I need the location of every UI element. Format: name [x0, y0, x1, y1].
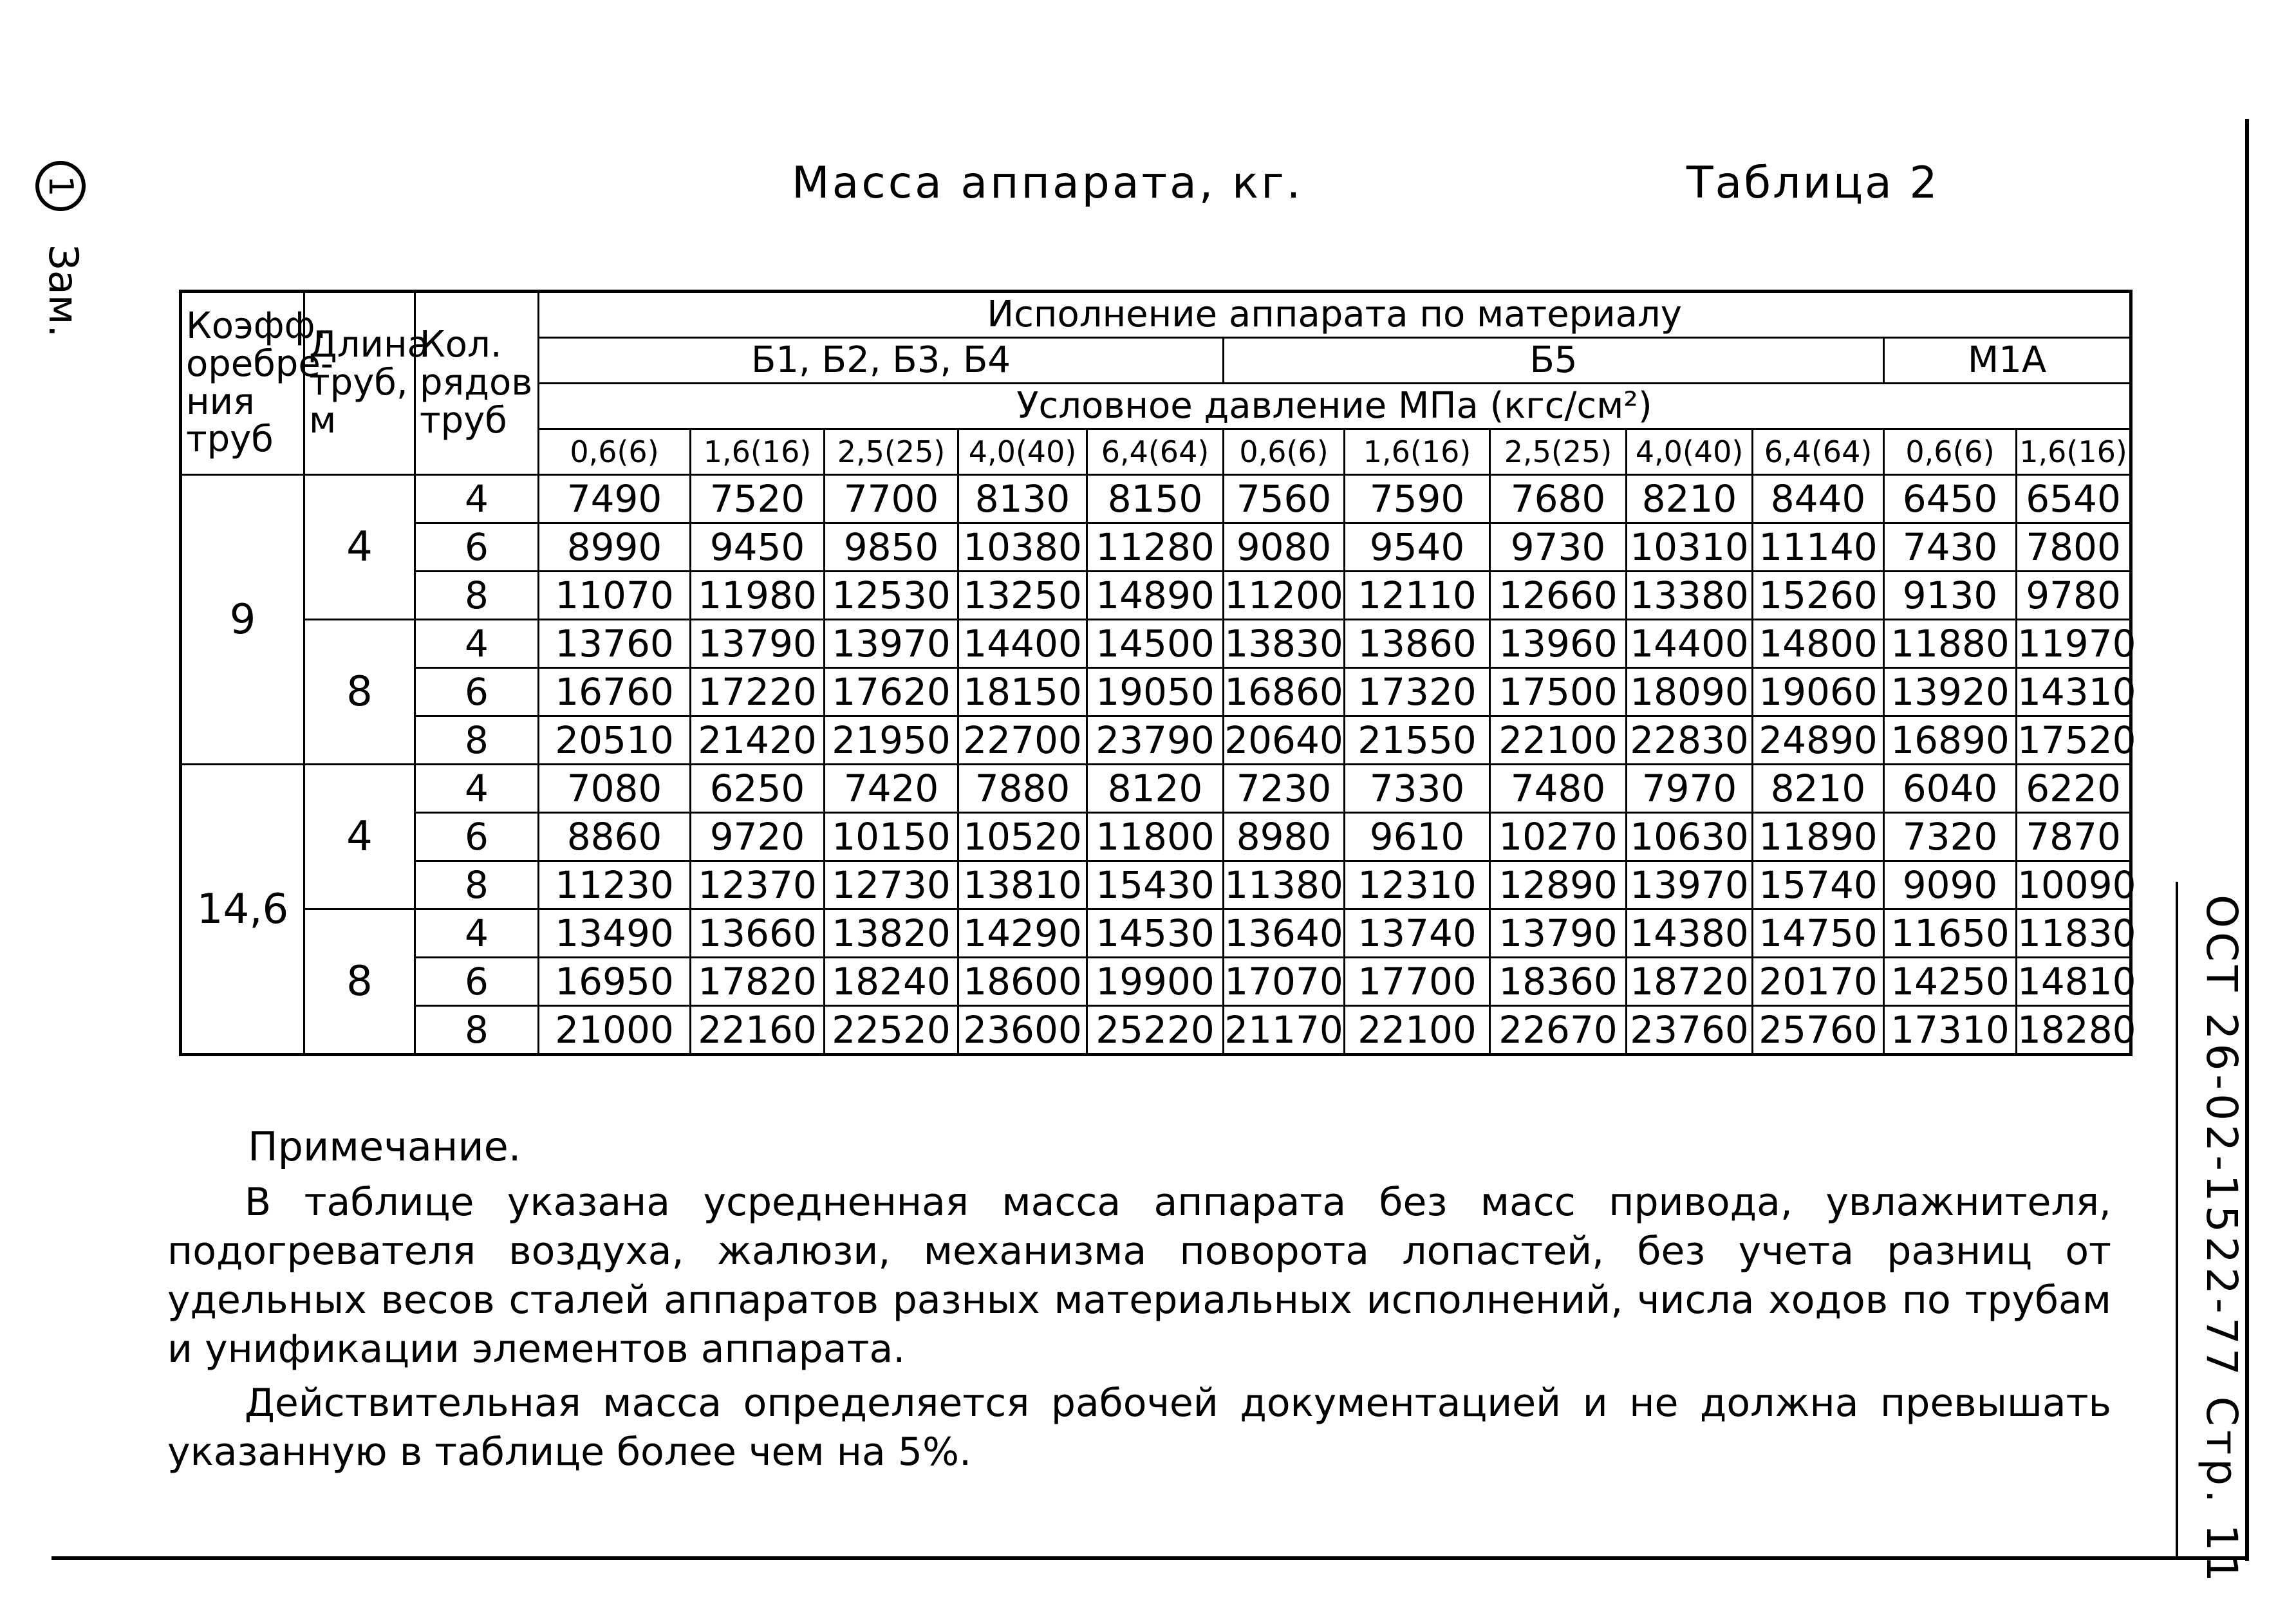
mass-cell: 7800 [2017, 523, 2131, 572]
mass-cell: 8210 [1753, 765, 1884, 813]
mass-cell: 14380 [1627, 909, 1753, 958]
table-row [181, 475, 2131, 523]
mass-cell: 18360 [1490, 958, 1627, 1006]
mass-cell: 20170 [1753, 958, 1884, 1006]
mass-cell: 8860 [539, 813, 691, 861]
mass-cell: 20510 [539, 716, 691, 765]
mass-cell: 22520 [825, 1006, 958, 1055]
mass-cell: 9850 [825, 523, 958, 572]
mass-cell: 13790 [691, 620, 825, 668]
mass-cell: 24890 [1753, 716, 1884, 765]
mass-cell: 18600 [958, 958, 1087, 1006]
mass-cell: 9720 [691, 813, 825, 861]
mass-cell: 18280 [2017, 1006, 2131, 1055]
table-row [181, 813, 2131, 861]
mass-cell: 11380 [1224, 861, 1345, 909]
note-paragraph: В таблице указана усредненная масса аппарата без масс привода, увлажнителя, подогревателя воздуха, жалюзи, механизма поворота лопастей, без учета разниц от удельных весов сталей аппаратов разных материальных исполнений, числа ходов по трубам и унификации элементов аппарата. [167, 1180, 2111, 1372]
header-material-m1a: М1А [1884, 338, 2131, 384]
mass-cell: 14310 [2017, 668, 2131, 716]
mass-cell: 13660 [691, 909, 825, 958]
mass-cell: 14800 [1753, 620, 1884, 668]
mass-cell: 13380 [1627, 572, 1753, 620]
mass-cell: 13860 [1345, 620, 1490, 668]
mass-cell: 23760 [1627, 1006, 1753, 1055]
mass-cell: 17620 [825, 668, 958, 716]
header-pressure: Условное давление МПа (кгс/см²) [539, 384, 2131, 429]
coefficient-cell: 9 [181, 475, 304, 765]
mass-cell: 12530 [825, 572, 958, 620]
mass-cell: 10270 [1490, 813, 1627, 861]
mass-cell: 12110 [1345, 572, 1490, 620]
rows-count-cell: 6 [415, 958, 539, 1006]
mass-cell: 17700 [1345, 958, 1490, 1006]
mass-cell: 13490 [539, 909, 691, 958]
mass-cell: 6450 [1884, 475, 2017, 523]
mass-cell: 14290 [958, 909, 1087, 958]
header-material-b1-b4: Б1, Б2, Б3, Б4 [539, 338, 1224, 384]
mass-cell: 7520 [691, 475, 825, 523]
mass-cell: 25220 [1087, 1006, 1224, 1055]
note-body [167, 1178, 2111, 1482]
mass-cell: 13810 [958, 861, 1087, 909]
mass-cell: 6540 [2017, 475, 2131, 523]
mass-cell: 6250 [691, 765, 825, 813]
mass-cell: 22100 [1490, 716, 1627, 765]
mass-cell: 19050 [1087, 668, 1224, 716]
mass-cell: 8440 [1753, 475, 1884, 523]
mass-cell: 22160 [691, 1006, 825, 1055]
change-number: 1 [35, 161, 86, 211]
mass-cell: 11140 [1753, 523, 1884, 572]
table-row [181, 861, 2131, 909]
change-label: Зам. [40, 245, 87, 338]
mass-cell: 13250 [958, 572, 1087, 620]
mass-cell: 21000 [539, 1006, 691, 1055]
coefficient-cell: 14,6 [181, 765, 304, 1055]
rows-count-cell: 4 [415, 765, 539, 813]
pressure-cell: 0,6(6) [1884, 429, 2017, 475]
mass-cell: 11650 [1884, 909, 2017, 958]
mass-cell: 13960 [1490, 620, 1627, 668]
table-row [181, 523, 2131, 572]
mass-cell: 19060 [1753, 668, 1884, 716]
table-row [181, 909, 2131, 958]
mass-cell: 21170 [1224, 1006, 1345, 1055]
pressure-cell: 1,6(16) [2017, 429, 2131, 475]
rows-count-cell: 4 [415, 475, 539, 523]
mass-cell: 11880 [1884, 620, 2017, 668]
mass-cell: 21550 [1345, 716, 1490, 765]
mass-cell: 7420 [825, 765, 958, 813]
pressure-cell: 0,6(6) [539, 429, 691, 475]
mass-cell: 9540 [1345, 523, 1490, 572]
mass-cell: 9130 [1884, 572, 2017, 620]
mass-cell: 11070 [539, 572, 691, 620]
mass-cell: 11230 [539, 861, 691, 909]
table-row [181, 716, 2131, 765]
mass-cell: 19900 [1087, 958, 1224, 1006]
mass-cell: 15740 [1753, 861, 1884, 909]
mass-cell: 8120 [1087, 765, 1224, 813]
mass-table [179, 290, 2136, 1056]
stamp-divider [2176, 882, 2178, 1558]
mass-cell: 7680 [1490, 475, 1627, 523]
mass-cell: 15260 [1753, 572, 1884, 620]
mass-cell: 11830 [2017, 909, 2131, 958]
pressure-cell: 2,5(25) [1490, 429, 1627, 475]
mass-cell: 7230 [1224, 765, 1345, 813]
length-cell: 4 [304, 475, 415, 620]
mass-cell: 21420 [691, 716, 825, 765]
mass-cell: 18240 [825, 958, 958, 1006]
mass-cell: 6220 [2017, 765, 2131, 813]
mass-cell: 10630 [1627, 813, 1753, 861]
mass-cell: 13920 [1884, 668, 2017, 716]
mass-cell: 10310 [1627, 523, 1753, 572]
mass-cell: 6040 [1884, 765, 2017, 813]
header-length: Длина труб, м [304, 292, 415, 475]
mass-cell: 9780 [2017, 572, 2131, 620]
mass-cell: 14250 [1884, 958, 2017, 1006]
mass-cell: 25760 [1753, 1006, 1884, 1055]
rows-count-cell: 8 [415, 1006, 539, 1055]
mass-cell: 20640 [1224, 716, 1345, 765]
mass-cell: 11890 [1753, 813, 1884, 861]
mass-cell: 11200 [1224, 572, 1345, 620]
rows-count-cell: 4 [415, 620, 539, 668]
mass-cell: 8990 [539, 523, 691, 572]
mass-cell: 7430 [1884, 523, 2017, 572]
table-row [181, 1006, 2131, 1055]
mass-cell: 11980 [691, 572, 825, 620]
mass-cell: 7700 [825, 475, 958, 523]
note-paragraph: Действительная масса определяется рабочей документацией и не должна превышать указанную в таблице более чем на 5%. [167, 1381, 2111, 1475]
change-mark [35, 161, 87, 338]
mass-cell: 7970 [1627, 765, 1753, 813]
mass-cell: 12730 [825, 861, 958, 909]
mass-cell: 22830 [1627, 716, 1753, 765]
mass-cell: 17310 [1884, 1006, 2017, 1055]
mass-cell: 21950 [825, 716, 958, 765]
mass-cell: 17500 [1490, 668, 1627, 716]
mass-cell: 17220 [691, 668, 825, 716]
mass-cell: 13790 [1490, 909, 1627, 958]
mass-cell: 11800 [1087, 813, 1224, 861]
pressure-cell: 6,4(64) [1087, 429, 1224, 475]
mass-cell: 10150 [825, 813, 958, 861]
mass-cell: 14750 [1753, 909, 1884, 958]
mass-cell: 16860 [1224, 668, 1345, 716]
mass-cell: 22100 [1345, 1006, 1490, 1055]
pressure-cell: 1,6(16) [1345, 429, 1490, 475]
mass-cell: 7480 [1490, 765, 1627, 813]
mass-cell: 11970 [2017, 620, 2131, 668]
length-cell: 8 [304, 620, 415, 765]
table-row [181, 765, 2131, 813]
mass-cell: 9090 [1884, 861, 2017, 909]
mass-cell: 13760 [539, 620, 691, 668]
mass-cell: 16950 [539, 958, 691, 1006]
mass-cell: 12890 [1490, 861, 1627, 909]
pressure-cell: 4,0(40) [1627, 429, 1753, 475]
mass-cell: 7590 [1345, 475, 1490, 523]
length-cell: 8 [304, 909, 415, 1055]
document-code: ОСТ 26-02-1522-77 Стр. 11 [2197, 895, 2246, 1587]
rows-count-cell: 6 [415, 813, 539, 861]
pressure-cell: 4,0(40) [958, 429, 1087, 475]
mass-cell: 7870 [2017, 813, 2131, 861]
mass-cell: 7330 [1345, 765, 1490, 813]
mass-cell: 9730 [1490, 523, 1627, 572]
mass-cell: 17520 [2017, 716, 2131, 765]
mass-cell: 14400 [958, 620, 1087, 668]
mass-cell: 14890 [1087, 572, 1224, 620]
length-cell: 4 [304, 765, 415, 909]
mass-cell: 9450 [691, 523, 825, 572]
mass-cell: 10520 [958, 813, 1087, 861]
mass-cell: 9610 [1345, 813, 1490, 861]
mass-cell: 12370 [691, 861, 825, 909]
table-body [181, 475, 2136, 1055]
pressure-cell: 6,4(64) [1753, 429, 1884, 475]
mass-cell: 13830 [1224, 620, 1345, 668]
mass-cell: 8130 [958, 475, 1087, 523]
mass-cell: 10380 [958, 523, 1087, 572]
mass-cell: 23790 [1087, 716, 1224, 765]
mass-cell: 12660 [1490, 572, 1627, 620]
mass-cell: 7320 [1884, 813, 2017, 861]
mass-cell: 10090 [2017, 861, 2131, 909]
mass-cell: 17070 [1224, 958, 1345, 1006]
mass-cell: 13820 [825, 909, 958, 958]
mass-cell: 17820 [691, 958, 825, 1006]
table-row [181, 958, 2131, 1006]
rows-count-cell: 4 [415, 909, 539, 958]
note-title: Примечание. [248, 1123, 521, 1170]
header-coefficient: Коэфф. оребре- ния труб [181, 292, 304, 475]
header-material-b5: Б5 [1224, 338, 1884, 384]
mass-cell: 14810 [2017, 958, 2131, 1006]
mass-cell: 22670 [1490, 1006, 1627, 1055]
mass-cell: 8150 [1087, 475, 1224, 523]
mass-cell: 8210 [1627, 475, 1753, 523]
pressure-cell: 1,6(16) [691, 429, 825, 475]
mass-cell: 11280 [1087, 523, 1224, 572]
mass-cell: 17320 [1345, 668, 1490, 716]
mass-cell: 15430 [1087, 861, 1224, 909]
mass-cell: 22700 [958, 716, 1087, 765]
table-row [181, 572, 2131, 620]
mass-cell: 14500 [1087, 620, 1224, 668]
mass-cell: 9080 [1224, 523, 1345, 572]
mass-cell: 18720 [1627, 958, 1753, 1006]
mass-cell: 14400 [1627, 620, 1753, 668]
mass-cell: 13640 [1224, 909, 1345, 958]
mass-cell: 12310 [1345, 861, 1490, 909]
rows-count-cell: 8 [415, 861, 539, 909]
mass-cell: 13970 [825, 620, 958, 668]
mass-cell: 18150 [958, 668, 1087, 716]
rows-count-cell: 6 [415, 668, 539, 716]
mass-cell: 16760 [539, 668, 691, 716]
mass-cell: 8980 [1224, 813, 1345, 861]
mass-cell: 13970 [1627, 861, 1753, 909]
rows-count-cell: 8 [415, 716, 539, 765]
table-row [181, 668, 2131, 716]
mass-cell: 16890 [1884, 716, 2017, 765]
rows-count-cell: 6 [415, 523, 539, 572]
mass-cell: 7080 [539, 765, 691, 813]
table-number: Таблица 2 [1686, 158, 1939, 209]
page-title: Масса аппарата, кг. [792, 158, 1303, 209]
mass-cell: 7490 [539, 475, 691, 523]
mass-cell: 7880 [958, 765, 1087, 813]
frame-line-bottom [51, 1556, 2249, 1560]
mass-cell: 23600 [958, 1006, 1087, 1055]
mass-cell: 13740 [1345, 909, 1490, 958]
mass-cell: 7560 [1224, 475, 1345, 523]
header-execution: Исполнение аппарата по материалу [539, 292, 2131, 338]
pressure-cell: 0,6(6) [1224, 429, 1345, 475]
pressure-cell: 2,5(25) [825, 429, 958, 475]
mass-cell: 18090 [1627, 668, 1753, 716]
rows-count-cell: 8 [415, 572, 539, 620]
mass-cell: 14530 [1087, 909, 1224, 958]
table-row [181, 620, 2131, 668]
header-rows: Кол. рядов труб [415, 292, 539, 475]
